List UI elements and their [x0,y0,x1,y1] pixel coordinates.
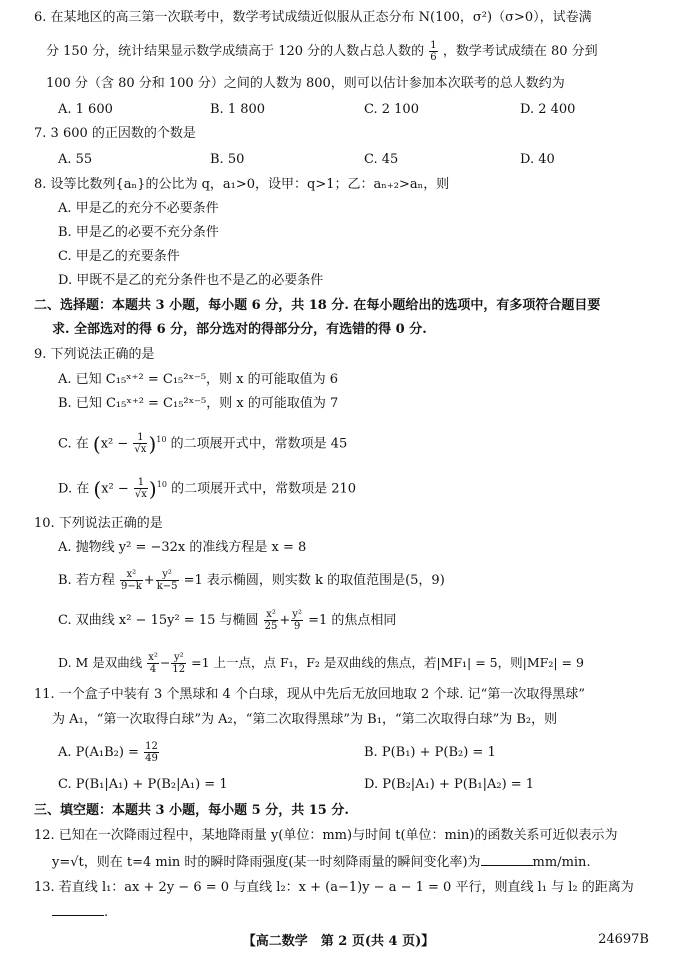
q10-d-prefix: D. M 是双曲线 [58,655,143,670]
q9-d-left-paren: ( [93,476,102,501]
q10-b-text: =1 表示椭圆，则实数 k 的取值范围是(5，9) [183,573,445,588]
q6-line2-text: 分 150 分，统计结果显示数学成绩高于 120 分的人数占总人数的 [46,44,425,59]
q6-option-c: C. 2 100 [364,102,419,117]
q6-line2-tail: ，数学考试成绩在 80 分到 [442,44,598,59]
q9-d-frac-den: √x [134,489,147,501]
q10-d-operator: − [159,655,171,670]
q13-period: . [104,905,109,920]
q9-stem: 9. 下列说法正确的是 [34,347,155,362]
q10-c-frac1-den: 25 [264,621,278,632]
q13-line1: 13. 若直线 l₁：ax + 2y − 6 = 0 与直线 l₂：x + (a−1)y − a − 1 = 0 平行，则直线 l₁ 与 l₂ 的距离为 [34,880,634,895]
q10-c-frac1-num: x² [264,609,279,621]
q10-c-text: =1 的焦点相同 [308,613,397,628]
q9-option-d [58,470,356,504]
page-footer: 【高二数学 第 2 页(共 4 页)】 [242,934,435,949]
q6-option-a: A. 1 600 [58,102,113,117]
q12-line2 [52,853,655,873]
q9-option-c [58,425,347,459]
q10-b-frac1-den: 9−k [120,581,142,592]
q9-c-power: 10 [156,435,167,444]
q6-frac-den: 6 [430,52,437,63]
q10-c-prefix: C. 双曲线 x² − 15y² = 15 与椭圆 [58,613,259,628]
q7-option-d: D. 40 [520,152,555,167]
q9-option-d-text: 的二项展开式中，常数项是 210 [171,481,357,497]
q11-option-c: C. P(B₁|A₁) + P(B₂|A₁) = 1 [58,777,228,792]
q12-unit: mm/min. [532,855,591,870]
q9-c-expr: x² − [100,436,129,452]
q10-c-frac2-num: y² [292,609,302,620]
q9-d-expr: x² − [101,481,129,497]
q10-b-frac1-num: x² [120,569,143,581]
q11-line1: 11. 一个盒子中装有 3 个黑球和 4 个白球，现从中先后无放回地取 2 个球. 记“第一次取得黑球” [34,687,585,702]
q6-option-d: D. 2 400 [520,102,576,117]
q11-a-frac-num: 12 [145,741,158,752]
q9-c-left-paren: ( [92,431,101,456]
q10-stem: 10. 下列说法正确的是 [34,516,163,531]
q10-c-frac2 [291,609,303,632]
q11-a-prefix: A. P(A₁B₂) = [58,745,139,760]
q10-d-frac1-num: x² [148,652,158,663]
q8-stem: 8. 设等比数列{aₙ}的公比为 q，a₁>0，设甲：q>1；乙：aₙ₊₂>aₙ，则 [34,177,450,192]
q7-option-a: A. 55 [58,152,93,167]
q6-line3: 100 分（含 80 分和 100 分）之间的人数为 800，则可以估计参加本次联考的总人数约为 [46,76,565,91]
q13-answer-blank[interactable] [52,903,104,916]
q10-b-frac1 [120,569,143,592]
q10-option-a: A. 抛物线 y² = −32x 的准线方程是 x = 8 [58,540,307,555]
q10-b-operator: + [143,573,155,588]
q8-option-d: D. 甲既不是乙的充分条件也不是乙的必要条件 [58,273,324,288]
section2-heading: 二、选择题：本题共 3 小题，每小题 6 分，共 18 分. 在每小题给出的选项中，有多项符合题目要 [34,298,601,313]
q9-c-fraction [133,432,147,455]
q9-option-b: B. 已知 C₁₅ˣ⁺² = C₁₅²ˣ⁻⁵，则 x 的可能取值为 7 [58,396,339,411]
q12-line2-text: y=√t，则在 t=4 min 时的瞬时降雨强度(某一时刻降雨量的瞬间变化率)为 [52,855,481,870]
section3-heading: 三、填空题：本题共 3 小题，每小题 5 分，共 15 分. [34,803,349,818]
q9-option-c-prefix: C. 在 [58,436,89,452]
q10-b-prefix: B. 若方程 [58,573,115,588]
q10-d-frac2-den: 12 [172,664,186,675]
q10-d-frac2-num: y² [171,652,186,664]
q10-c-frac1 [264,609,279,632]
q10-d-frac2 [171,652,186,675]
q6-option-b: B. 1 800 [210,102,266,117]
paper-code: 24697B [598,932,649,947]
q9-c-frac-num: 1 [133,432,147,444]
q12-line1: 12. 已知在一次降雨过程中，某地降雨量 y(单位：mm)与时间 t(单位：min)的函数关系可近似表示为 [34,828,618,843]
q10-d-frac1 [147,652,159,675]
q10-b-frac2-den: k−5 [156,581,178,592]
q9-option-a: A. 已知 C₁₅ˣ⁺² = C₁₅²ˣ⁻⁵，则 x 的可能取值为 6 [58,372,339,387]
q11-option-d: D. P(B₂|A₁) + P(B₁|A₂) = 1 [364,777,535,792]
q12-answer-blank[interactable] [481,853,533,866]
q9-d-fraction [134,477,148,500]
q9-option-d-prefix: D. 在 [58,481,90,497]
q11-line2: 为 A₁，“第一次取得白球”为 A₂，“第二次取得黑球”为 B₁，“第二次取得白球”为 B₂，则 [52,712,558,727]
q9-d-frac-num: 1 [134,477,148,489]
q10-b-frac2 [156,569,179,592]
q6-frac-num: 1 [430,40,437,51]
q10-b-frac2-num: y² [156,569,179,581]
q6-line2 [46,40,655,63]
q13-line2 [52,903,655,923]
q10-option-c [58,606,396,636]
q11-a-frac-den: 49 [145,753,158,764]
q9-option-c-text: 的二项展开式中，常数项是 45 [170,436,348,452]
q11-option-b: B. P(B₁) + P(B₂) = 1 [364,745,496,760]
q8-option-c: C. 甲是乙的充要条件 [58,249,180,264]
q10-d-frac1-den: 4 [149,664,157,675]
q10-c-frac2-den: 9 [293,621,301,632]
q7-stem: 7. 3 600 的正因数的个数是 [34,126,196,141]
q9-c-frac-den: √x [134,444,147,456]
q11-a-fraction [144,741,159,764]
q6-line1: 6. 在某地区的高三第一次联考中，数学考试成绩近似服从正态分布 N(100，σ²)（σ>0），试卷满 [34,10,592,25]
q9-d-power: 10 [156,480,167,489]
q8-option-a: A. 甲是乙的充分不必要条件 [58,201,219,216]
q10-d-text: =1 上一点，点 F₁，F₂ 是双曲线的焦点，若|MF₁| = 5，则|MF₂| = 9 [191,655,584,670]
q9-d-right-paren: ) [148,476,157,501]
q7-option-c: C. 45 [364,152,399,167]
q10-c-operator: + [279,613,291,628]
q8-option-b: B. 甲是乙的必要不充分条件 [58,225,219,240]
q10-option-d [58,648,584,678]
q11-option-a [58,738,160,768]
q6-fraction [429,40,437,63]
q9-c-right-paren: ) [148,431,157,456]
q7-option-b: B. 50 [210,152,245,167]
q10-option-b [58,566,445,596]
section2-instructions: 求. 全部选对的得 6 分，部分选对的得部分分，有选错的得 0 分. [52,322,427,337]
